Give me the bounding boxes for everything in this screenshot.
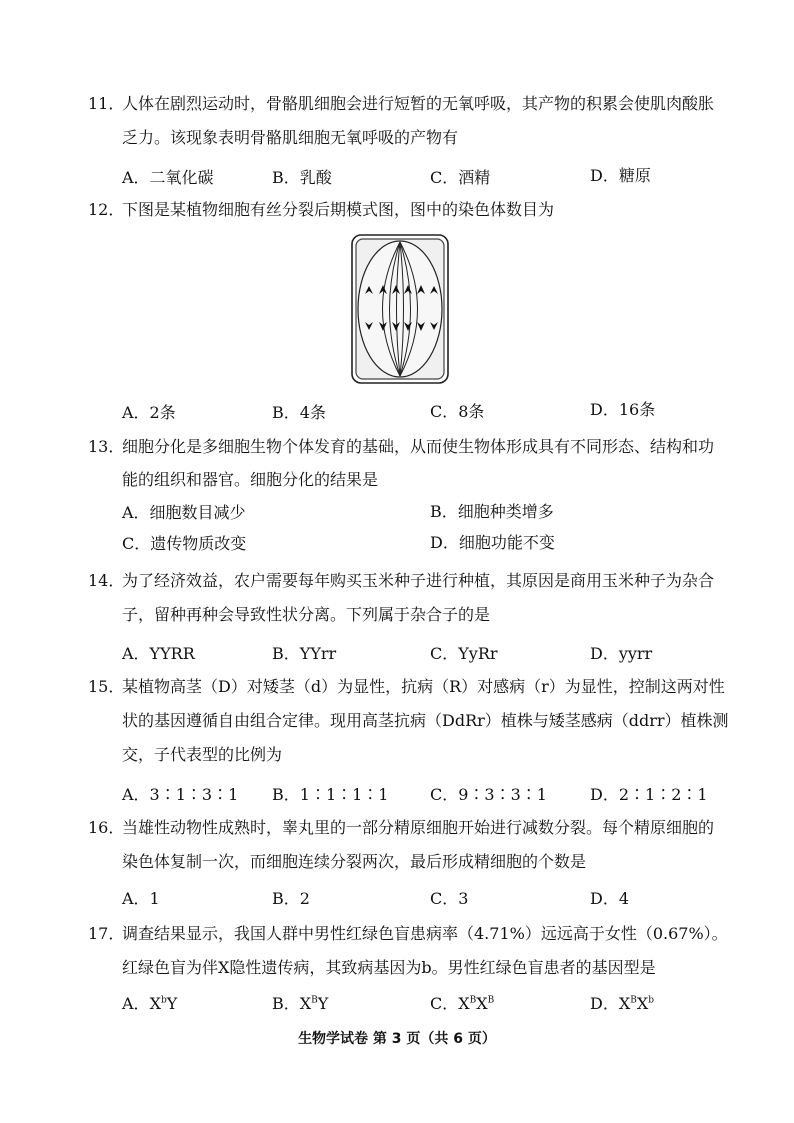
option-a: A．二氧化碳	[122, 168, 214, 187]
option-b: B．2	[272, 889, 310, 908]
option-b: B．细胞种类增多	[430, 502, 554, 521]
question-number: 16．	[88, 818, 125, 837]
question-text-line: 当雄性动物性成熟时，睾丸里的一部分精原细胞开始进行减数分裂。每个精原细胞的	[122, 818, 715, 837]
question-text-line: 为了经济效益，农户需要每年购买玉米种子进行种植，其原因是商用玉米种子为杂合	[122, 571, 715, 590]
question-text-line: 状的基因遵循自由组合定律。现用高茎抗病（DdRr）植株与矮茎感病（ddrr）植株测	[122, 711, 729, 730]
question-number: 13．	[88, 437, 125, 456]
option-a: A．细胞数目减少	[122, 503, 246, 522]
option-d: D．yyrr	[590, 644, 653, 663]
question-number: 15．	[88, 677, 125, 696]
question-text-line: 调查结果显示，我国人群中男性红绿色盲患病率（4.71%）远远高于女性（0.67%）。	[122, 924, 728, 943]
option-b: B．1∶1∶1∶1	[272, 785, 389, 804]
option-c: C．遗传物质改变	[122, 534, 247, 553]
option-c: C．9∶3∶3∶1	[430, 785, 547, 804]
option-d: D．2∶1∶2∶1	[590, 785, 708, 804]
option-b: B．4条	[272, 403, 326, 422]
question-text-line: 红绿色盲为伴X隐性遗传病，其致病基因为b。男性红绿色盲患者的基因型是	[122, 958, 656, 977]
question-text-line: 某植物高茎（D）对矮茎（d）为显性，抗病（R）对感病（r）为显性，控制这两对性	[122, 677, 725, 696]
option-b: B．$X^BY$	[272, 994, 329, 1013]
option-c: C．YyRr	[430, 644, 498, 663]
option-d: D．细胞功能不变	[430, 533, 555, 552]
option-a: A．3∶1∶3∶1	[122, 785, 239, 804]
question-text-line: 细胞分化是多细胞生物个体发育的基础，从而使生物体形成具有不同形态、结构和功	[122, 437, 715, 456]
option-c: C．$X^BX^B$	[430, 994, 495, 1013]
question-text-line: 染色体复制一次，而细胞连续分裂两次，最后形成精细胞的个数是	[122, 852, 587, 871]
option-b: B．乳酸	[272, 168, 332, 187]
question-number: 14．	[88, 571, 125, 590]
question-text-line: 下图是某植物细胞有丝分裂后期模式图，图中的染色体数目为	[122, 200, 555, 219]
option-a: A．1	[122, 889, 160, 908]
question-text-line: 子，留种再种会导致性状分离。下列属于杂合子的是	[122, 605, 491, 624]
option-d: D．4	[590, 889, 630, 908]
cell-mitosis-figure	[351, 234, 449, 384]
option-c: C．3	[430, 889, 469, 908]
option-c: C．8条	[430, 402, 485, 421]
option-a: A．YYRR	[122, 644, 195, 663]
question-number: 12．	[88, 200, 125, 219]
page-footer: 生物学试卷 第 3 页（共 6 页）	[298, 1031, 496, 1047]
anaphase-diagram	[351, 234, 449, 384]
option-a: A．$X^bY$	[122, 994, 178, 1013]
question-text-line: 能的组织和器官。细胞分化的结果是	[122, 470, 379, 489]
question-text-line: 人体在剧烈运动时，骨骼肌细胞会进行短暂的无氧呼吸，其产物的积累会使肌肉酸胀	[122, 94, 715, 113]
option-a: A．2条	[122, 403, 176, 422]
option-c: C．酒精	[430, 168, 491, 187]
option-d: D．糖原	[590, 166, 651, 185]
question-number: 11．	[88, 94, 125, 113]
question-number: 17．	[88, 924, 125, 943]
option-d: D．$X^BX^b$	[590, 994, 655, 1013]
question-text-line: 乏力。该现象表明骨骼肌细胞无氧呼吸的产物有	[122, 128, 459, 147]
option-b: B．YYrr	[272, 644, 337, 663]
question-text-line: 交，子代表型的比例为	[122, 745, 283, 764]
option-d: D．16条	[590, 400, 656, 419]
